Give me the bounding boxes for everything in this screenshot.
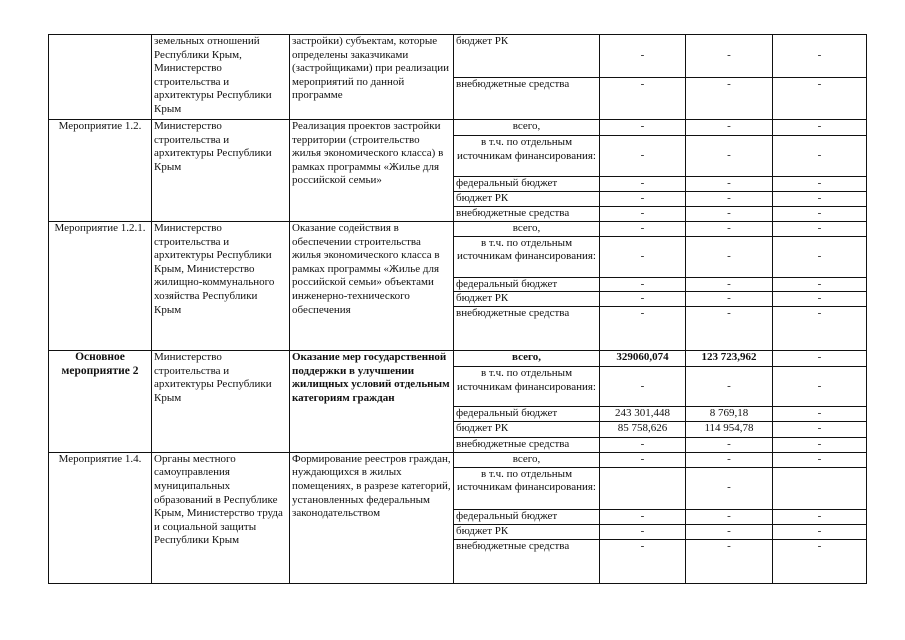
source-cell: бюджет РК	[454, 192, 600, 207]
value-cell: 85 758,626	[600, 422, 686, 438]
value-cell: -	[773, 207, 867, 222]
task-cell: Оказание содействия в обеспечении строительства жилья экономического класса в рамках программы «Жилье для российской семьи» объектами инженерно-технического обеспечения	[290, 222, 454, 351]
value-cell: -	[600, 277, 686, 292]
value-cell: -	[773, 136, 867, 177]
task-cell: Оказание мер государственной поддержки в улучшении жилищных условий отдельным категориям граждан	[290, 351, 454, 453]
source-cell: в т.ч. по отдельным источникам финансирования:	[454, 136, 600, 177]
value-cell	[600, 467, 686, 509]
source-cell: бюджет РК	[454, 524, 600, 539]
value-cell: -	[773, 120, 867, 136]
value-cell: -	[686, 467, 773, 509]
value-cell: -	[686, 177, 773, 192]
table-row	[49, 35, 867, 78]
value-cell: -	[600, 177, 686, 192]
source-cell: всего,	[454, 351, 600, 367]
value-cell: -	[686, 192, 773, 207]
value-cell: -	[773, 539, 867, 583]
value-cell: -	[686, 236, 773, 277]
table-row	[49, 120, 867, 136]
value-cell: 8 769,18	[686, 407, 773, 422]
source-cell: внебюджетные средства	[454, 307, 600, 351]
task-cell: Реализация проектов застройки территории (строительство жилья экономического класса) в рамках программы «Жилье для российской семьи»	[290, 120, 454, 222]
executor-cell: Органы местного самоуправления муниципальных образований в Республике Крым, Министерство труда и социальной защиты Республики Крым	[152, 452, 290, 583]
value-cell: -	[773, 236, 867, 277]
value-cell: -	[686, 539, 773, 583]
event-cell: Основное мероприятие 2	[49, 351, 152, 453]
source-cell: федеральный бюджет	[454, 509, 600, 524]
value-cell: -	[600, 524, 686, 539]
source-cell: всего,	[454, 222, 600, 237]
value-cell: -	[686, 307, 773, 351]
table-row	[49, 222, 867, 237]
source-cell: всего,	[454, 120, 600, 136]
source-cell: бюджет РК	[454, 422, 600, 438]
value-cell: -	[600, 35, 686, 78]
value-cell: -	[773, 452, 867, 467]
value-cell: -	[773, 422, 867, 438]
value-cell: -	[686, 524, 773, 539]
value-cell: -	[686, 292, 773, 307]
event-cell: Мероприятие 1.2.	[49, 120, 152, 222]
table-row	[49, 452, 867, 467]
value-cell: -	[686, 438, 773, 453]
value-cell: 243 301,448	[600, 407, 686, 422]
value-cell: -	[773, 407, 867, 422]
value-cell: -	[686, 277, 773, 292]
value-cell: -	[600, 78, 686, 120]
value-cell: -	[773, 367, 867, 407]
value-cell: -	[773, 292, 867, 307]
value-cell: -	[600, 120, 686, 136]
source-cell: в т.ч. по отдельным источникам финансирования:	[454, 367, 600, 407]
value-cell: -	[600, 236, 686, 277]
value-cell: -	[600, 509, 686, 524]
value-cell: -	[600, 207, 686, 222]
value-cell: -	[773, 307, 867, 351]
value-cell: -	[686, 120, 773, 136]
source-cell: бюджет РК	[454, 292, 600, 307]
source-cell: бюджет РК	[454, 35, 600, 78]
value-cell: -	[773, 192, 867, 207]
executor-cell: Министерство строительства и архитектуры Республики Крым	[152, 351, 290, 453]
value-cell: -	[773, 438, 867, 453]
value-cell: 114 954,78	[686, 422, 773, 438]
value-cell: -	[600, 438, 686, 453]
value-cell: 123 723,962	[686, 351, 773, 367]
value-cell: -	[686, 35, 773, 78]
value-cell: -	[773, 351, 867, 367]
event-cell: Мероприятие 1.4.	[49, 452, 152, 583]
value-cell: -	[686, 78, 773, 120]
event-cell: Мероприятие 1.2.1.	[49, 222, 152, 351]
value-cell: -	[773, 509, 867, 524]
source-cell: федеральный бюджет	[454, 277, 600, 292]
executor-cell: земельных отношений Республики Крым, Министерство строительства и архитектуры Республики Крым	[152, 35, 290, 120]
value-cell: -	[686, 136, 773, 177]
value-cell: -	[773, 78, 867, 120]
value-cell: 329060,074	[600, 351, 686, 367]
source-cell: внебюджетные средства	[454, 438, 600, 453]
source-cell: внебюджетные средства	[454, 78, 600, 120]
value-cell: -	[686, 509, 773, 524]
value-cell: -	[773, 277, 867, 292]
value-cell: -	[600, 539, 686, 583]
value-cell: -	[773, 177, 867, 192]
task-cell: застройки) субъектам, которые определены заказчиками (застройщиками) при реализации мероприятий по данной программе	[290, 35, 454, 120]
source-cell: внебюджетные средства	[454, 539, 600, 583]
value-cell: -	[686, 452, 773, 467]
value-cell: -	[600, 292, 686, 307]
value-cell: -	[773, 524, 867, 539]
table-row	[49, 351, 867, 367]
value-cell: -	[773, 222, 867, 237]
source-cell: внебюджетные средства	[454, 207, 600, 222]
budget-table	[48, 34, 867, 584]
source-cell: в т.ч. по отдельным источникам финансирования:	[454, 467, 600, 509]
source-cell: всего,	[454, 452, 600, 467]
value-cell: -	[600, 367, 686, 407]
task-cell: Формирование реестров граждан, нуждающихся в жилых помещениях, в разрезе категорий, установленных федеральным законодательством	[290, 452, 454, 583]
value-cell: -	[600, 307, 686, 351]
executor-cell: Министерство строительства и архитектуры Республики Крым, Министерство жилищно-коммунального хозяйства Республики Крым	[152, 222, 290, 351]
value-cell: -	[686, 207, 773, 222]
value-cell: -	[686, 367, 773, 407]
source-cell: федеральный бюджет	[454, 177, 600, 192]
value-cell: -	[686, 222, 773, 237]
value-cell: -	[773, 35, 867, 78]
event-cell	[49, 35, 152, 120]
value-cell: -	[600, 136, 686, 177]
value-cell: -	[600, 192, 686, 207]
source-cell: федеральный бюджет	[454, 407, 600, 422]
value-cell: -	[600, 222, 686, 237]
source-cell: в т.ч. по отдельным источникам финансирования:	[454, 236, 600, 277]
value-cell	[773, 467, 867, 509]
executor-cell: Министерство строительства и архитектуры Республики Крым	[152, 120, 290, 222]
value-cell: -	[600, 452, 686, 467]
